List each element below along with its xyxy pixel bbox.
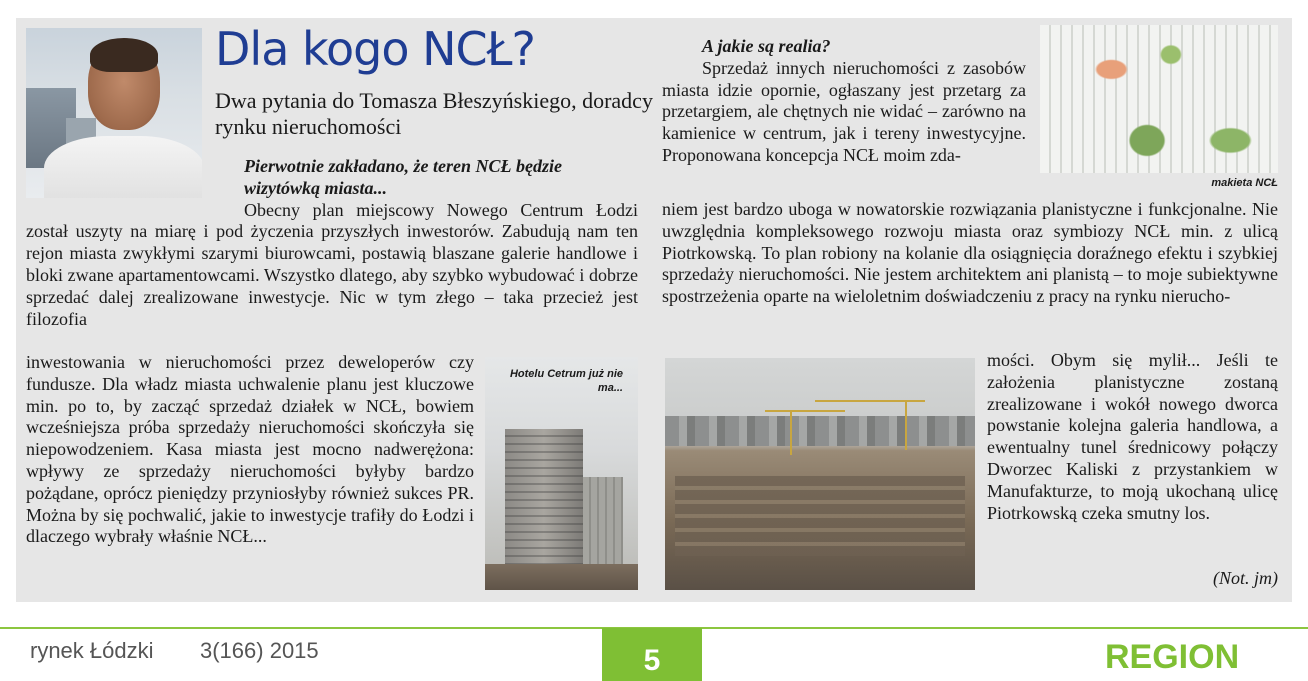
question-1: Pierwotnie zakładano, że teren NCŁ będzie wizytówką miasta... xyxy=(244,156,562,198)
column-1-top xyxy=(26,156,638,330)
hotel-caption: Hotelu Cetrum już nie ma... xyxy=(509,368,623,394)
footer-magazine: rynek Łódzki xyxy=(30,638,154,663)
paragraph-2: Sprzedaż innych nieruchomości z zasobów miasta idzie opornie, ogłaszany jest przetarg za przetargiem, ale chętnych nie widać – zarówno na kamienice w centrum, jak i tereny inwestycyjne. Proponowana koncepcja NCŁ moim zda- xyxy=(662,57,1026,165)
section-label: REGION xyxy=(1105,638,1240,676)
column-2-middle: niem jest bardzo uboga w nowatorskie rozwiązania planistyczne i funkcjonalne. Nie uwzględnia kompleksowego rozwoju miasta oraz symbiozy NCŁ min. z ulicą Piotrkowską. To plan robiony na kolanie dla osiągnięcia doraźnego efektu i szybkiej sprzedaży nieruchomości. Nie jestem architektem ani planistą – to moje subiektywne spostrzeżenia oparte na wieloletnim doświadczeniu z pracy na rynku nierucho- xyxy=(662,199,1278,307)
maquette-caption: makieta NCŁ xyxy=(1211,177,1278,189)
footer-issue: 3(166) 2015 xyxy=(200,638,319,663)
article-title: Dla kogo NCŁ? xyxy=(215,22,535,76)
column-2-top xyxy=(662,36,1026,167)
page-number: 5 xyxy=(602,628,702,681)
paragraph-1: Obecny plan miejscowy Nowego Centrum Łodzi został uszyty na miarę i pod życzenia przyszłych inwestorów. Zabudują nam ten rejon miasta zwykłymi szarymi biurowcami, postawią blaszane galerie handlowe i bloki zwane apartamentowcami. Wszystko dlatego, aby szybko wybudować i dobrze sprzedać dalej zrealizowane inwestycje. Nic w tym złego – taka przecież jest filozofia xyxy=(26,199,638,329)
article-subtitle: Dwa pytania do Tomasza Błeszyńskiego, doradcy rynku nieruchomości xyxy=(215,88,653,139)
signature: (Not. jm) xyxy=(1213,568,1278,588)
maquette-photo xyxy=(1040,25,1278,173)
construction-photo xyxy=(665,358,975,590)
column-1-bottom: inwestowania w nieruchomości przez deweloperów czy fundusze. Dla władz miasta uchwalenie planu jest kluczowe min. po to, by zacząć sprzedaż działek w NCŁ, bowiem wcześniejsza próba sprzedaży nieruchomości skończyła się niepowodzeniem. Kasa miasta jest mocno nadwerężona: wpływy ze sprzedaży nieruchomości byłyby bardzo pożądane, oprócz pieniędzy przyniosłyby również sukces PR. Można by się pochwalić, jakie to inwestycje trafiły do Łodzi i dlaczego wybrały właśnie NCŁ... xyxy=(26,352,474,547)
question-2: A jakie są realia? xyxy=(702,36,831,56)
column-2-bottom: mości. Obym się mylił... Jeśli te założenia planistyczne zostaną zrealizowane i wokół nowego dworca powstanie kolejna galeria handlowa, a ewentualny tunel średnicowy połączy Dworzec Kaliski z przystankiem w Manufakturze, to moją ukochaną ulicę Piotrkowską czeka smutny los. xyxy=(987,350,1278,523)
